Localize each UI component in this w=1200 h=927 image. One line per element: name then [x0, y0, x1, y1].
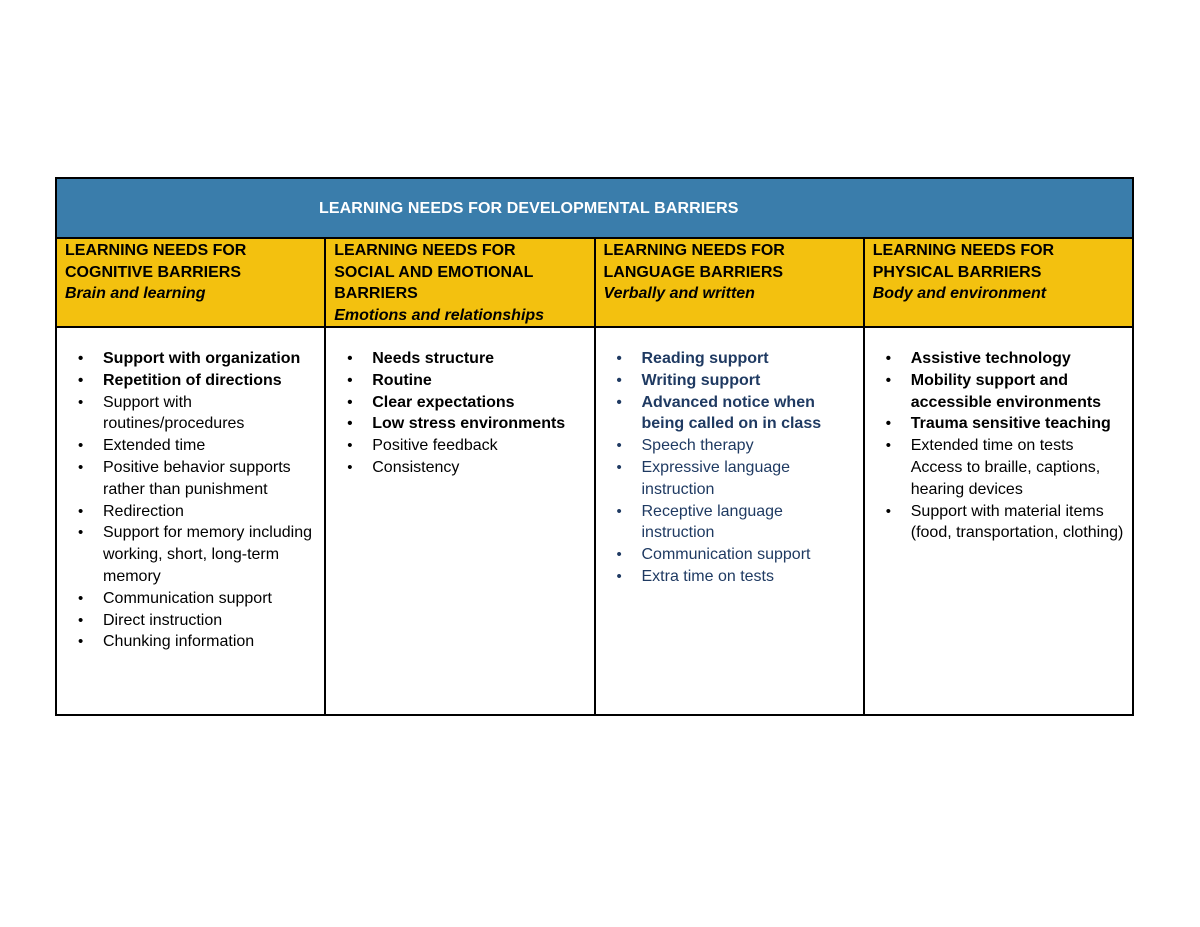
list-item-text: Reading support	[641, 350, 769, 367]
list-item	[57, 522, 320, 587]
list-item	[596, 566, 859, 588]
bullet-icon: •	[616, 502, 622, 520]
bullet-icon: •	[78, 611, 84, 629]
bullet-icon: •	[616, 546, 622, 564]
list-item	[596, 370, 859, 392]
list-item	[57, 392, 320, 436]
list-item	[57, 631, 320, 653]
bullet-icon: •	[347, 415, 353, 433]
title-row	[56, 178, 1133, 238]
list-item-text: Support with organization	[103, 350, 301, 367]
list-item	[57, 435, 320, 457]
column-heading: LEARNING NEEDS FOR LANGUAGE BARRIERS	[603, 242, 785, 281]
bullet-icon: •	[616, 567, 622, 585]
bullet-icon: •	[616, 458, 622, 476]
list-item-text: Receptive language instruction	[641, 502, 783, 542]
bullet-icon: •	[885, 371, 892, 389]
bullet-icon: •	[885, 350, 892, 367]
bullet-list	[326, 348, 589, 479]
list-item-text: Positive behavior supports rather than punishment	[103, 458, 291, 498]
bullet-icon: •	[616, 393, 622, 411]
list-item	[57, 457, 320, 501]
bullet-icon: •	[347, 393, 353, 411]
list-item	[596, 435, 859, 457]
list-item	[865, 501, 1128, 545]
bullet-icon: •	[78, 633, 84, 651]
column-subheading: Verbally and written	[603, 285, 755, 302]
list-item	[57, 588, 320, 610]
column-header-social-emotional	[325, 238, 594, 327]
list-item	[596, 501, 859, 545]
column-subheading: Body and environment	[872, 285, 1047, 302]
list-item	[326, 457, 589, 479]
column-body-social-emotional	[325, 327, 594, 715]
list-item-text: Speech therapy	[641, 437, 754, 455]
list-item-text: Consistency	[372, 458, 460, 476]
list-item	[57, 610, 320, 632]
list-item-text: Support for memory including working, short, long-term memory	[103, 524, 312, 585]
column-header-language	[595, 238, 864, 327]
bullet-icon: •	[616, 371, 622, 389]
bullet-icon: •	[885, 415, 892, 433]
list-item-text: Extended time on tests Access to braille, captions, hearing devices	[910, 437, 1101, 498]
header-row	[56, 238, 1133, 327]
bullet-icon: •	[78, 393, 84, 411]
list-item	[865, 348, 1128, 370]
bullet-icon: •	[78, 437, 84, 455]
list-item	[596, 544, 859, 566]
list-item-text: Extra time on tests	[641, 567, 774, 585]
list-item	[865, 413, 1128, 435]
list-item-text: Support with material items (food, transportation, clothing)	[910, 502, 1124, 542]
bullet-icon: •	[78, 502, 84, 520]
list-item-text: Communication support	[103, 589, 272, 607]
column-body-language	[595, 327, 864, 715]
column-subheading: Brain and learning	[65, 285, 206, 302]
list-item-text: Assistive technology	[910, 350, 1071, 367]
column-heading: LEARNING NEEDS FOR COGNITIVE BARRIERS	[65, 242, 247, 281]
list-item	[326, 392, 589, 414]
list-item-text: Trauma sensitive teaching	[910, 415, 1111, 433]
column-subheading: Emotions and relationships	[334, 306, 545, 324]
bullet-icon: •	[78, 458, 84, 476]
bullet-icon: •	[616, 437, 622, 455]
list-item	[326, 370, 589, 392]
list-item-text: Direct instruction	[103, 611, 223, 629]
list-item-text: Needs structure	[372, 350, 495, 367]
list-item-text: Routine	[372, 371, 432, 389]
bullet-icon: •	[616, 350, 622, 367]
bullet-icon: •	[347, 371, 353, 389]
bullet-icon: •	[885, 437, 892, 455]
learning-needs-table	[55, 177, 1134, 716]
bullet-list	[596, 348, 859, 588]
list-item-text: Positive feedback	[372, 437, 498, 455]
list-item-text: Redirection	[103, 502, 184, 520]
list-item	[57, 501, 320, 523]
list-item	[326, 413, 589, 435]
column-body-physical	[864, 327, 1133, 715]
column-header-cognitive	[56, 238, 325, 327]
bullet-list	[57, 348, 320, 653]
list-item-text: Mobility support and accessible environments	[910, 371, 1102, 411]
list-item-text: Writing support	[641, 371, 761, 389]
bullet-icon: •	[78, 371, 84, 389]
list-item-text: Support with routines/procedures	[103, 393, 245, 433]
bullet-icon: •	[347, 437, 353, 455]
bullet-icon: •	[885, 502, 892, 520]
list-item-text: Repetition of directions	[103, 371, 282, 389]
list-item	[326, 348, 589, 370]
table-title: LEARNING NEEDS FOR DEVELOPMENTAL BARRIERS	[319, 200, 739, 217]
list-item	[57, 370, 320, 392]
list-item	[57, 348, 320, 370]
list-item-text: Communication support	[641, 546, 811, 564]
list-item	[865, 435, 1128, 500]
list-item	[596, 348, 859, 370]
column-body-cognitive	[56, 327, 325, 715]
list-item	[596, 457, 859, 501]
table-title-cell	[56, 178, 1133, 238]
list-item	[326, 435, 589, 457]
body-row	[56, 327, 1133, 715]
list-item-text: Extended time	[103, 437, 206, 455]
bullet-list	[865, 348, 1128, 544]
list-item	[596, 392, 859, 436]
list-item-text: Chunking information	[103, 633, 255, 651]
list-item-text: Expressive language instruction	[641, 458, 791, 498]
column-heading: LEARNING NEEDS FOR SOCIAL AND EMOTIONAL BARRIERS	[334, 242, 534, 302]
bullet-icon: •	[347, 458, 353, 476]
bullet-icon: •	[78, 350, 84, 367]
bullet-icon: •	[347, 350, 353, 367]
column-header-physical	[864, 238, 1133, 327]
list-item-text: Clear expectations	[372, 393, 515, 411]
list-item-text: Advanced notice when being called on in class	[641, 393, 822, 433]
bullet-icon: •	[78, 589, 84, 607]
list-item	[865, 370, 1128, 414]
bullet-icon: •	[78, 524, 84, 542]
column-heading: LEARNING NEEDS FOR PHYSICAL BARRIERS	[872, 242, 1055, 281]
list-item-text: Low stress environments	[372, 415, 566, 433]
